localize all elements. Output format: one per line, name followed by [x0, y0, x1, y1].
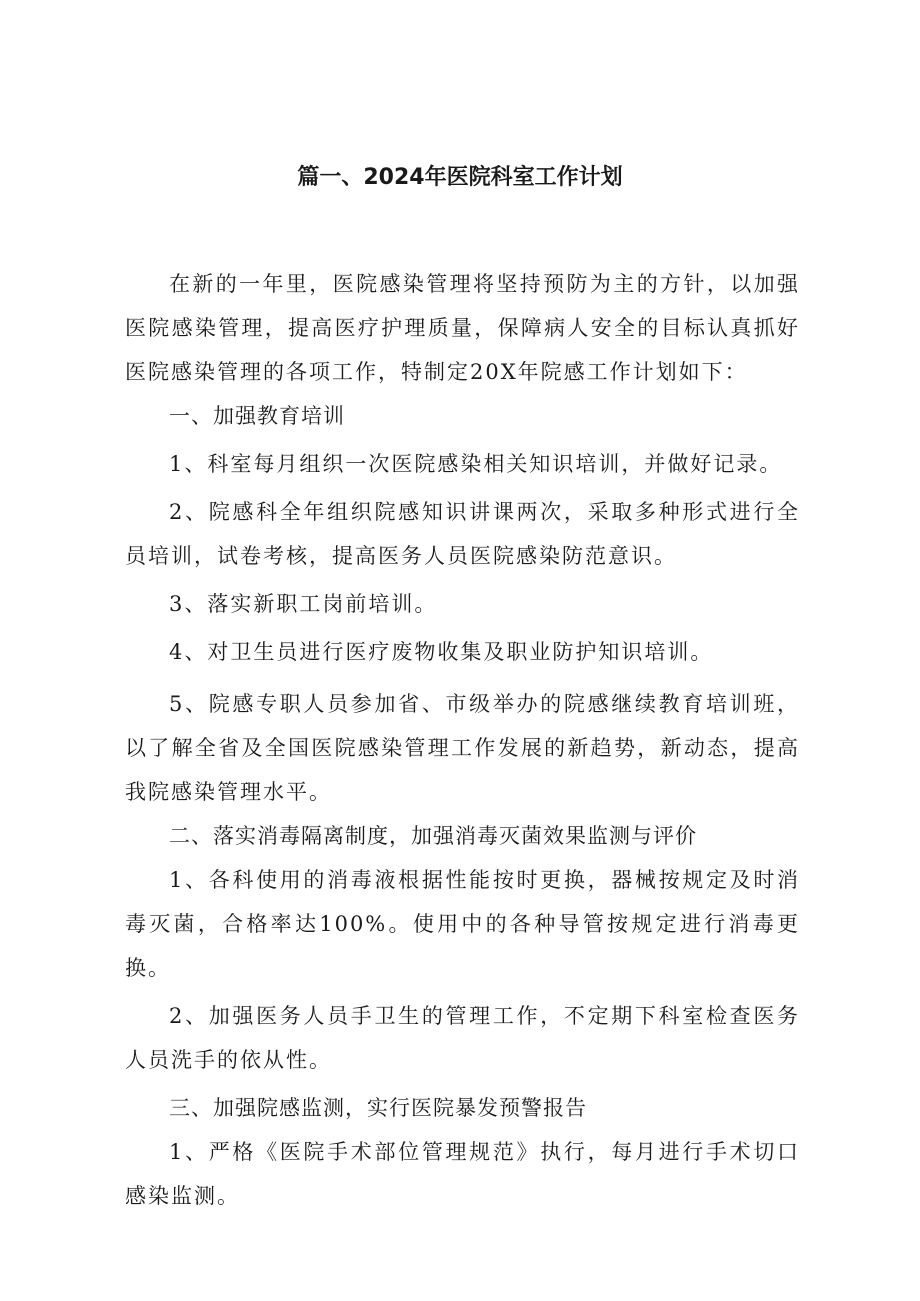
- intro-paragraph: 在新的一年里，医院感染管理将坚持预防为主的方针，以加强医院感染管理，提高医疗护理质量，保障病人安全的目标认真抓好医院感染管理的各项工作，特制定20X年院感工作计划如下：: [125, 272, 800, 384]
- section-1-item-4: 4、对卫生员进行医疗废物收集及职业防护知识培训。: [169, 640, 714, 664]
- section-1-item-5: 5、院感专职人员参加省、市级举办的院感继续教育培训班，以了解全省及全国医院感染管理工作发展的新趋势，新动态，提高我院感染管理水平。: [125, 692, 800, 804]
- section-2-item-1: 1、各科使用的消毒液根据性能按时更换，器械按规定及时消毒灭菌，合格率达100%。使用中的各种导管按规定进行消毒更换。: [125, 868, 800, 980]
- section-heading-2: 二、落实消毒隔离制度，加强消毒灭菌效果监测与评价: [169, 824, 697, 848]
- document-body: [125, 262, 800, 1218]
- section-heading-3: 三、加强院感监测，实行医院暴发预警报告: [169, 1096, 587, 1120]
- document-title: 篇一、2024年医院科室工作计划: [297, 165, 623, 190]
- section-1-item-3: 3、落实新职工岗前培训。: [169, 592, 438, 616]
- section-2-item-2: 2、加强医务人员手卫生的管理工作，不定期下科室检查医务人员洗手的依从性。: [125, 1004, 800, 1072]
- section-1-item-2: 2、院感科全年组织院感知识讲课两次，采取多种形式进行全员培训，试卷考核，提高医务人员医院感染防范意识。: [125, 500, 800, 568]
- section-1-item-1: 1、科室每月组织一次医院感染相关知识培训，并做好记录。: [169, 452, 783, 476]
- section-heading-1: 一、加强教育培训: [169, 404, 345, 428]
- section-3-item-1: 1、严格《医院手术部位管理规范》执行，每月进行手术切口感染监测。: [125, 1140, 800, 1208]
